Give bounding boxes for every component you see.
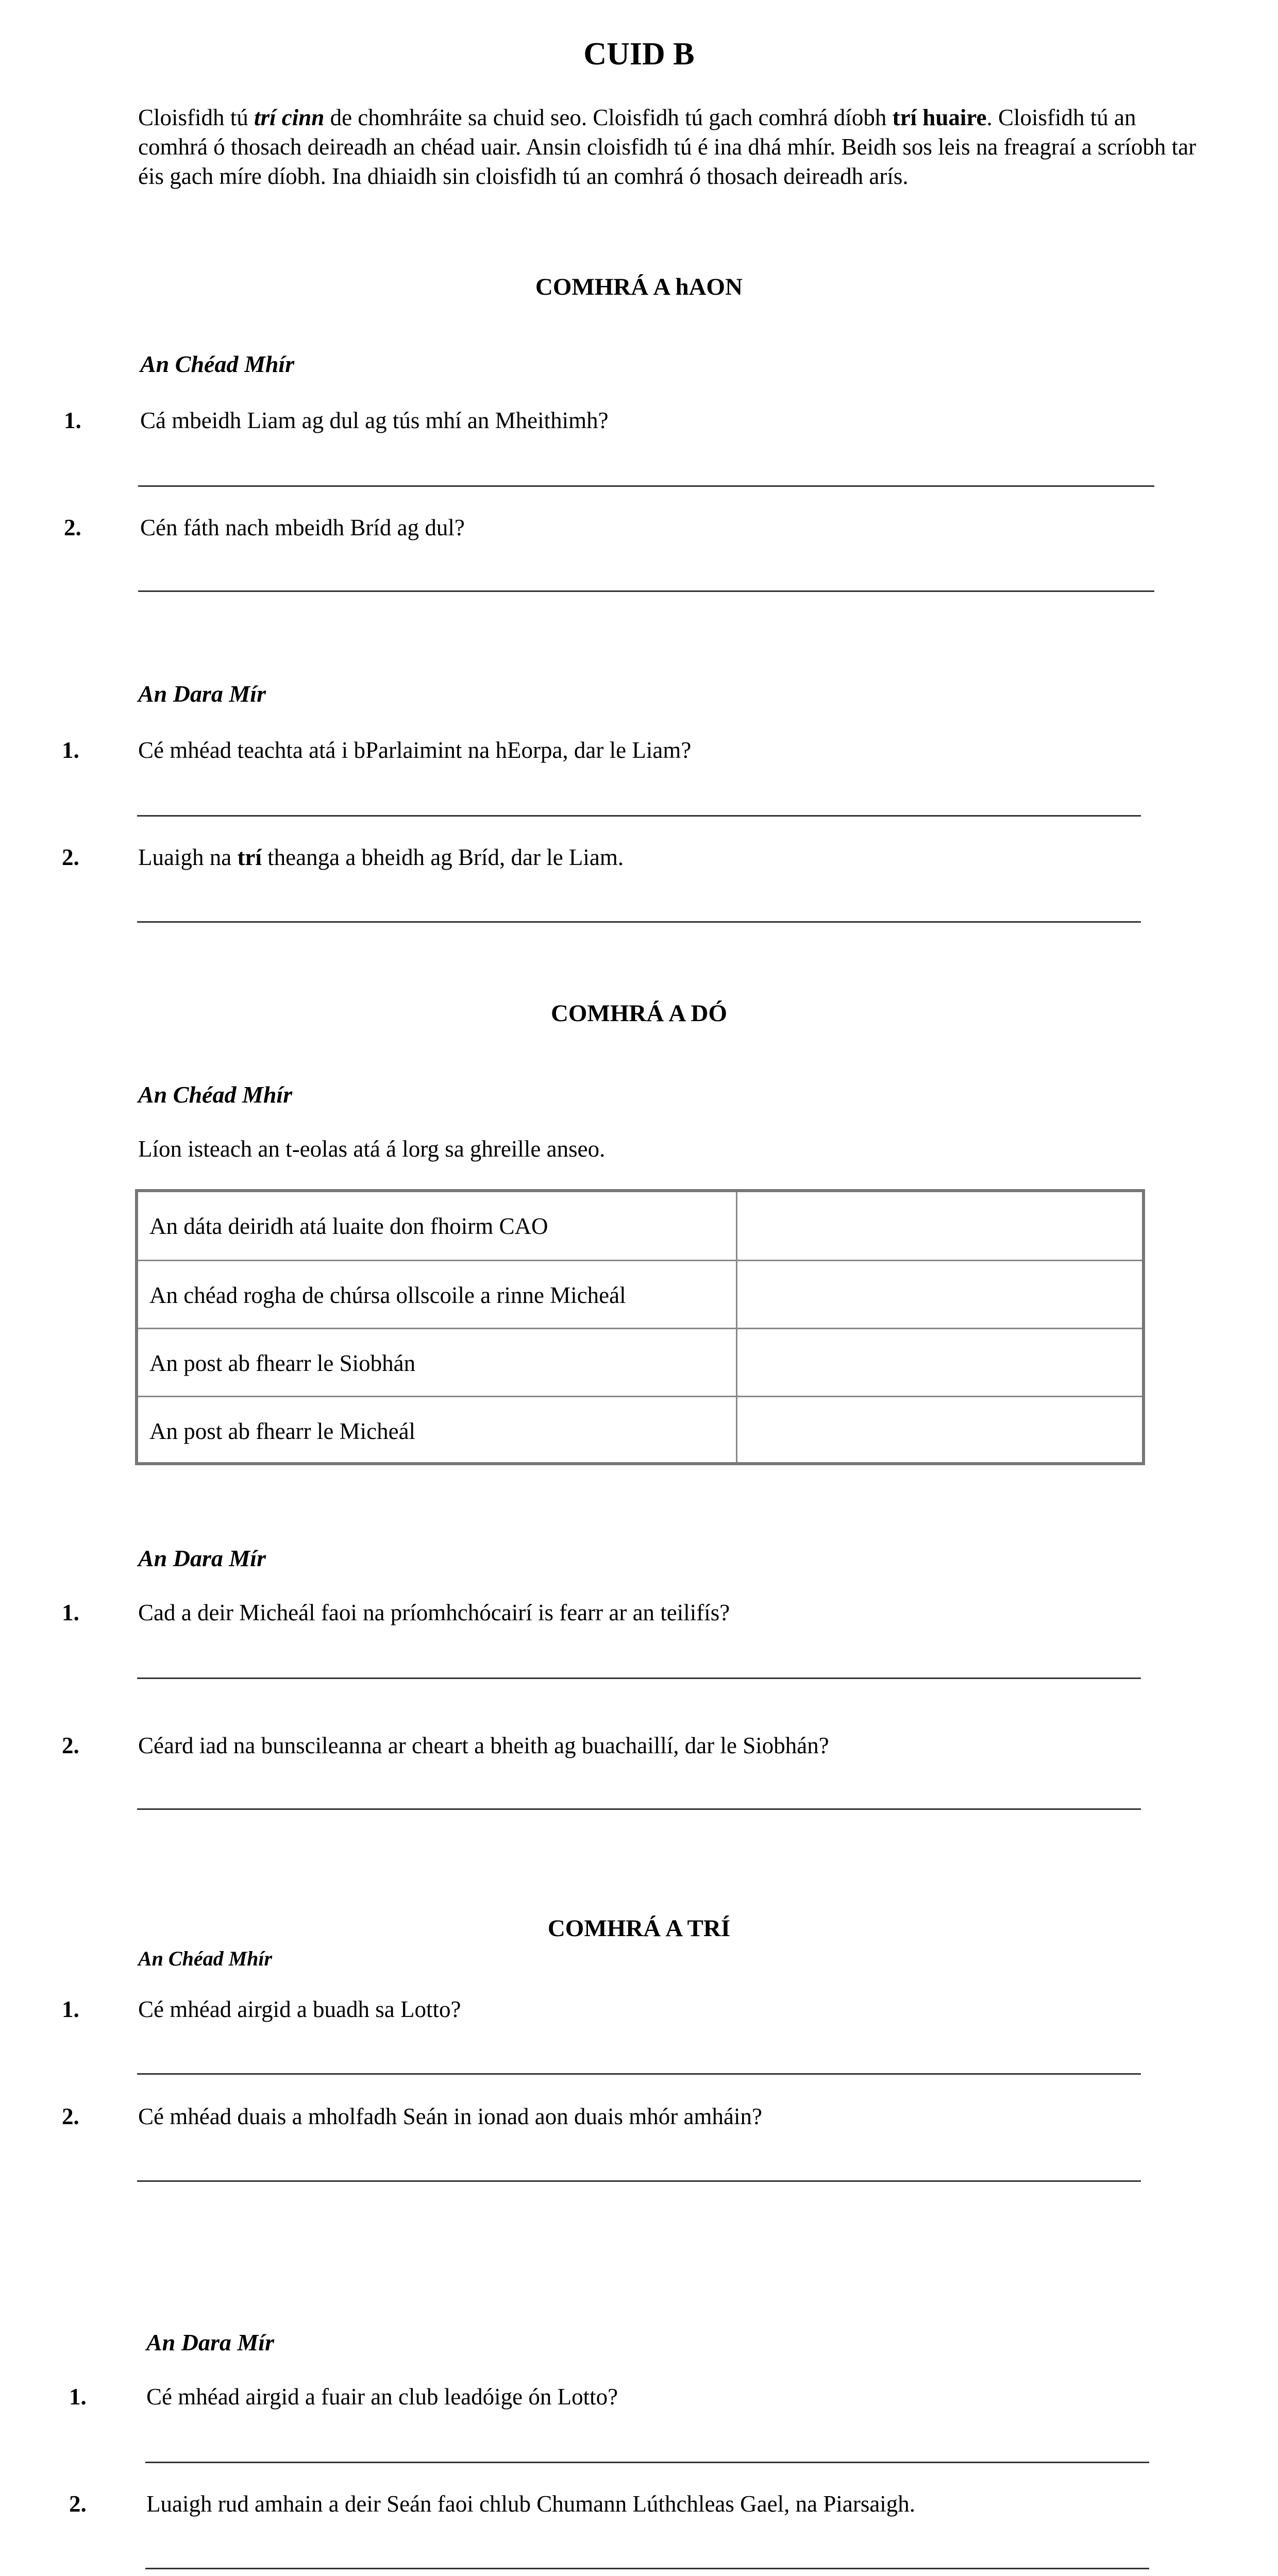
grid-row (138, 1192, 1142, 1261)
intro-text-1: Cloisfidh tú (138, 105, 255, 130)
part-heading-3b: An Dara Mír (146, 2329, 274, 2355)
question-text: Cé mhéad teachta atá i bParlaimint na hEorpa, dar le Liam? (138, 737, 692, 763)
question-number: 2. (64, 515, 81, 540)
grid-label: An chéad rogha de chúrsa ollscoile a rinne Micheál (149, 1282, 626, 1308)
answer-line[interactable] (137, 2073, 1141, 2075)
answer-line[interactable] (145, 2462, 1149, 2463)
question-text-post: theanga a bheidh ag Bríd, dar le Liam. (261, 844, 624, 870)
question-number: 1. (62, 1996, 79, 2022)
question-text-emphasis: trí (237, 844, 262, 870)
answer-line[interactable] (137, 2180, 1141, 2182)
section-heading-3: COMHRÁ A TRÍ (547, 1915, 731, 1942)
part-heading-2a: An Chéad Mhír (138, 1081, 293, 1108)
question-text: Cad a deir Micheál faoi na príomhchócairí is fearr ar an teilifís? (138, 1600, 730, 1625)
answer-line[interactable] (137, 1677, 1141, 1679)
question-text: Cé mhéad airgid a fuair an club leadóige ón Lotto? (146, 2384, 618, 2410)
question-number: 2. (62, 2104, 79, 2129)
question-number: 1. (62, 737, 79, 763)
answer-line[interactable] (145, 2568, 1149, 2569)
question-text (138, 844, 624, 871)
question-number: 1. (64, 408, 81, 433)
answer-line[interactable] (137, 815, 1141, 817)
question-number: 2. (62, 1733, 79, 1758)
answer-line[interactable] (137, 1808, 1141, 1810)
question-text: Céard iad na bunscileanna ar cheart a bheith ag buachaillí, dar le Siobhán? (138, 1733, 829, 1758)
grid-instruction: Líon isteach an t-eolas atá á lorg sa ghreille anseo. (138, 1136, 606, 1162)
question-text: Luaigh rud amhain a deir Seán faoi chlub Chumann Lúthchleas Gael, na Piarsaigh. (146, 2491, 916, 2517)
intro-text-3: . Cloisfidh tú an comhrá ó thosach deireadh an chéad uair. Ansin cloisfidh tú é ina dhá mhír. Beidh sos leis na freagraí a scríobh tar éis gach míre díobh. Ina dhiaidh sin cloisfidh tú an comhrá ó thosach deireadh arís. (138, 105, 1197, 189)
section-heading-1: COMHRÁ A hAON (535, 274, 743, 300)
grid-answer-cell[interactable] (737, 1397, 1142, 1466)
question-text: Cé mhéad duais a mholfadh Seán in ionad aon duais mhór amháin? (138, 2104, 762, 2129)
question-text: Cén fáth nach mbeidh Bríd ag dul? (140, 515, 465, 540)
part-heading-1a: An Chéad Mhír (140, 351, 295, 377)
answer-line[interactable] (137, 921, 1141, 923)
grid-row (138, 1396, 1142, 1464)
question-text-pre: Luaigh na (138, 844, 238, 870)
grid-label: An dáta deiridh atá luaite don fhoirm CAO (149, 1213, 548, 1239)
section-heading-2: COMHRÁ A DÓ (550, 1000, 728, 1027)
answer-line[interactable] (138, 590, 1154, 592)
answer-line[interactable] (138, 485, 1154, 487)
question-text: Cé mhéad airgid a buadh sa Lotto? (138, 1996, 461, 2022)
grid-row (138, 1328, 1142, 1396)
part-heading-3a: An Chéad Mhír (138, 1947, 273, 1970)
grid-answer-cell[interactable] (737, 1261, 1142, 1330)
question-number: 1. (69, 2384, 87, 2410)
info-grid (135, 1189, 1145, 1465)
part-heading-1b: An Dara Mír (138, 681, 266, 707)
intro-text-2: de chomhráite sa chuid seo. Cloisfidh tú gach comhrá díobh (324, 105, 893, 130)
intro-emphasis-tri-huaire: trí huaire (892, 105, 987, 130)
question-number: 2. (62, 844, 79, 870)
grid-label: An post ab fhearr le Micheál (149, 1418, 416, 1444)
page-title: CUID B (583, 37, 695, 72)
question-number: 1. (62, 1600, 79, 1625)
grid-row (138, 1260, 1142, 1328)
question-text: Cá mbeidh Liam ag dul ag tús mhí an Mheithimh? (140, 408, 609, 433)
grid-answer-cell[interactable] (737, 1329, 1142, 1398)
grid-answer-cell[interactable] (737, 1192, 1142, 1261)
grid-label: An post ab fhearr le Siobhán (149, 1350, 416, 1376)
question-number: 2. (69, 2491, 87, 2517)
part-heading-2b: An Dara Mír (138, 1545, 266, 1571)
intro-emphasis-tri-cinn: trí cinn (254, 105, 325, 130)
intro-paragraph (138, 103, 1200, 191)
